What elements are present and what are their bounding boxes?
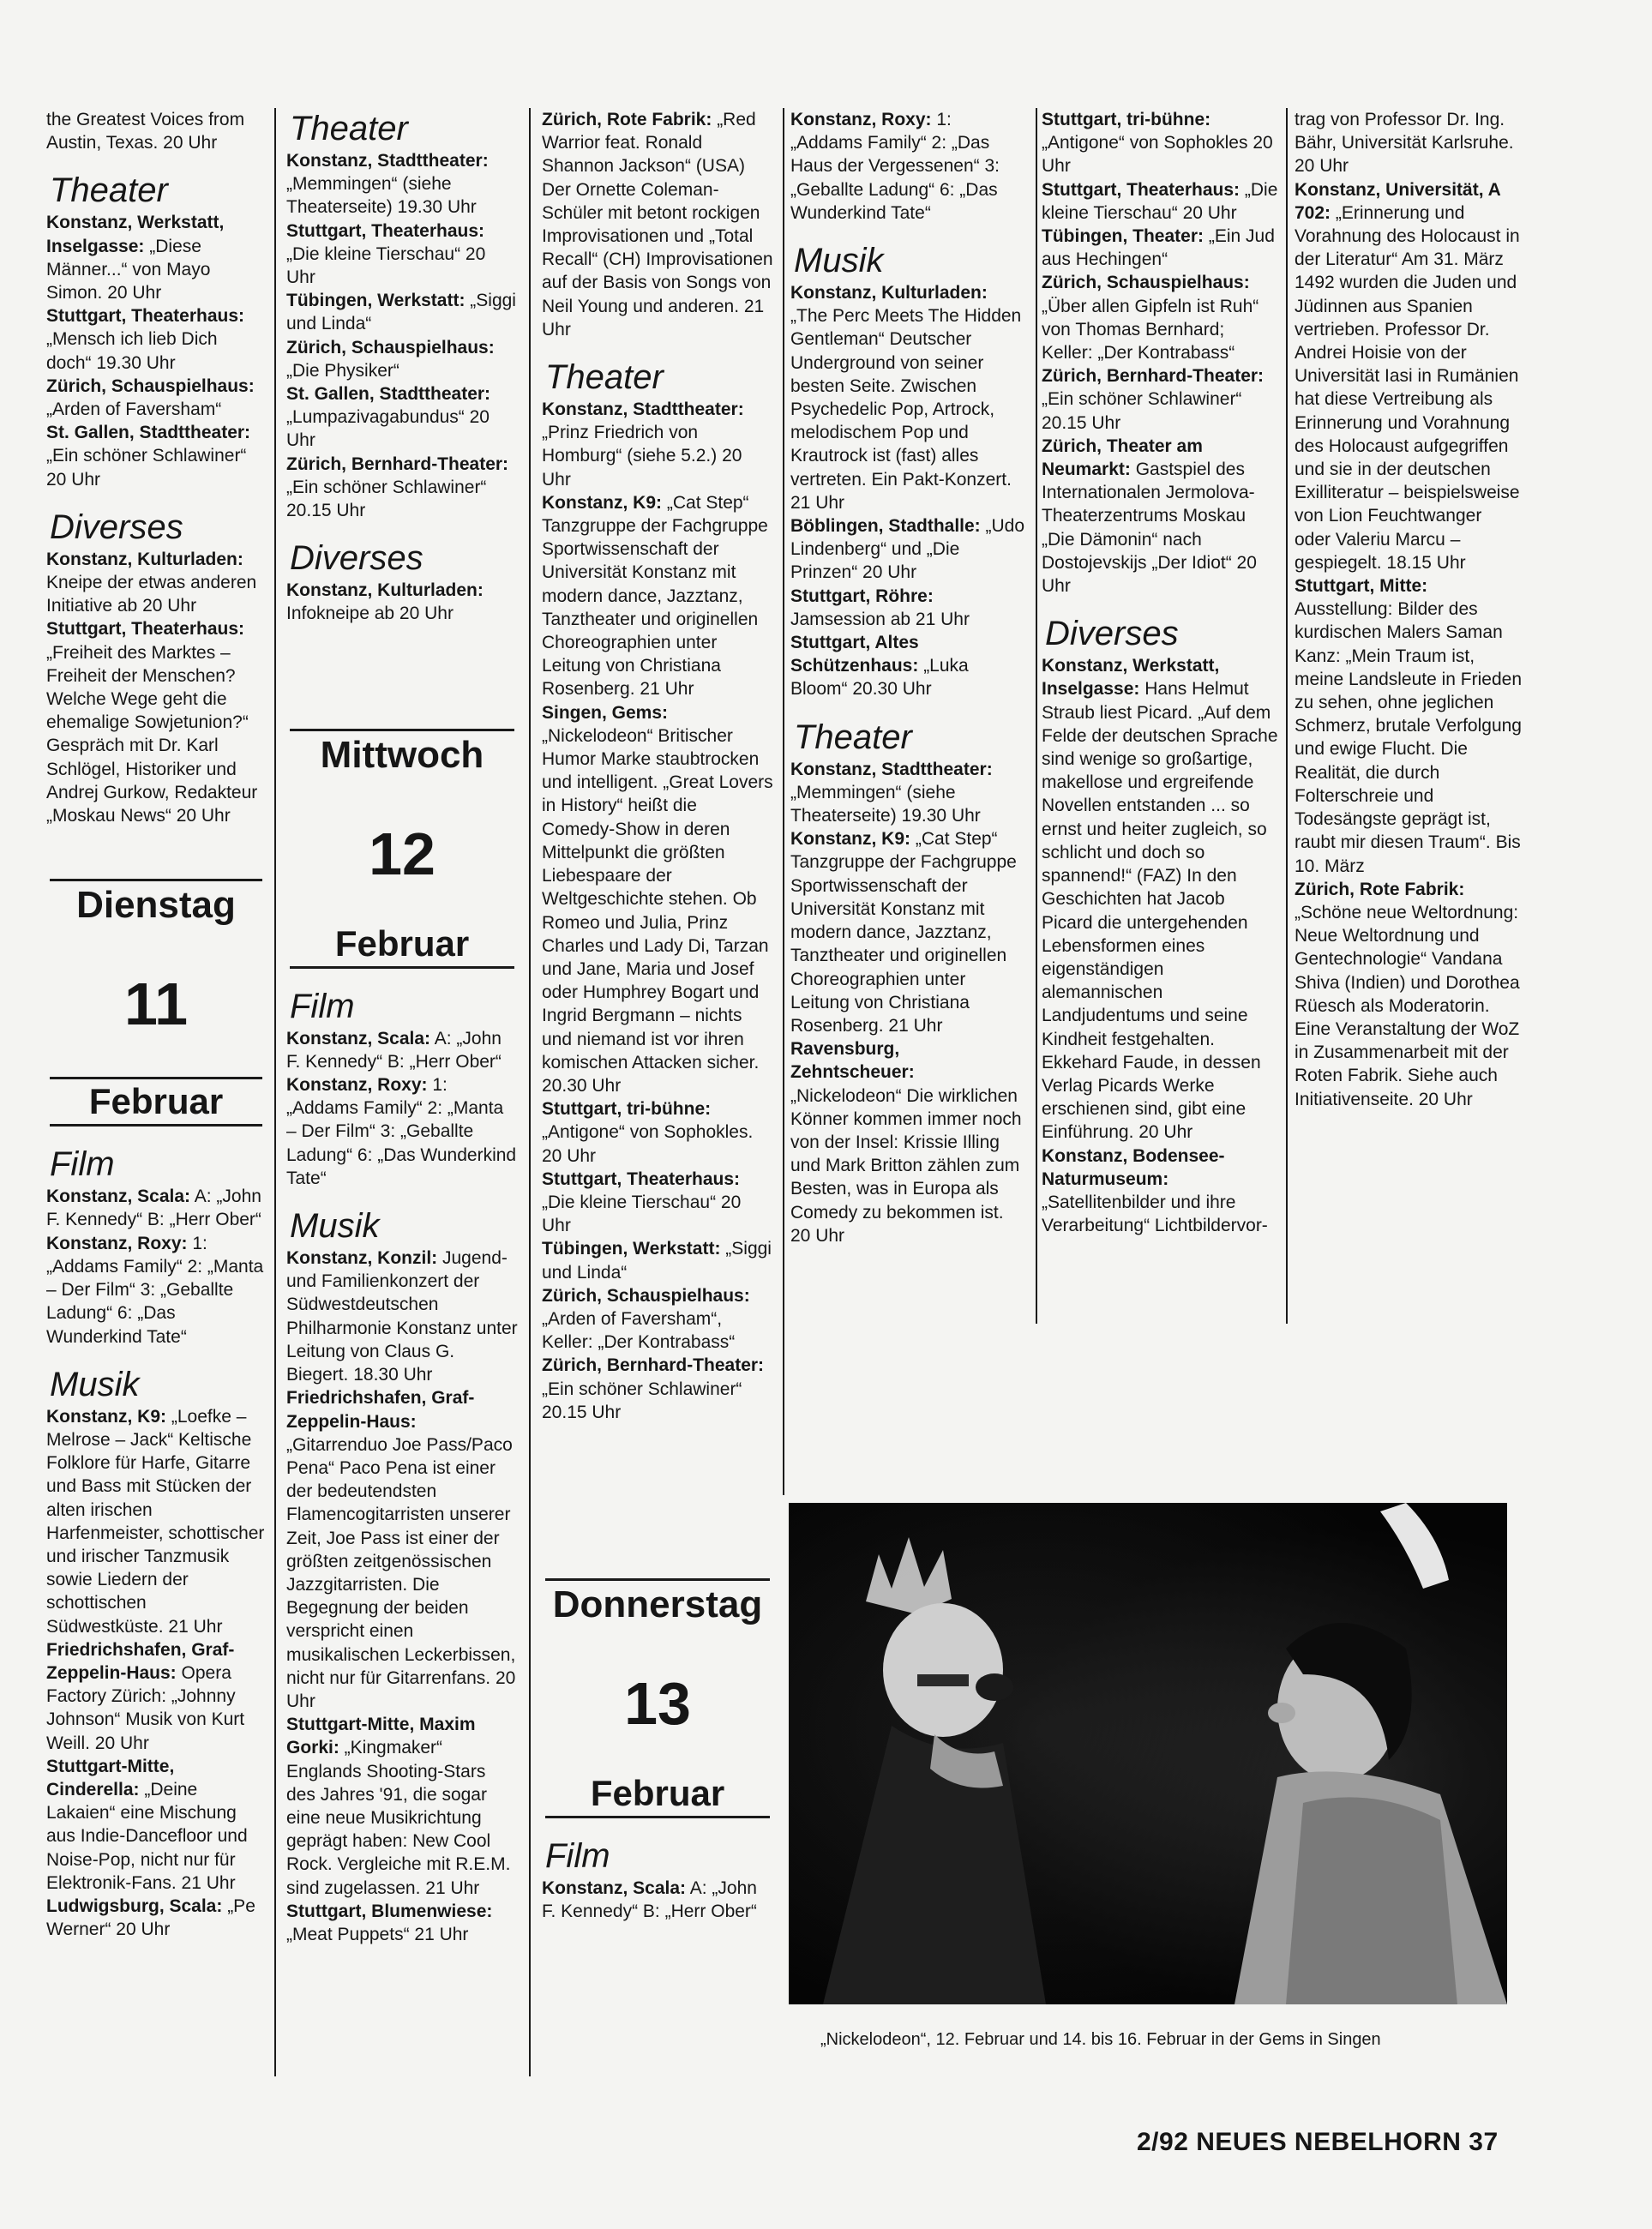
listing-entry: Böblingen, Stadthalle: „Udo Lindenberg“ und „Die Prinzen“ 20 Uhr (790, 516, 1025, 583)
day-number: 12 (369, 820, 436, 887)
listing-entry: Zürich, Bernhard-Theater: „Ein schöner Schlawiner“ 20.15 Uhr (1042, 366, 1265, 433)
listing-entry: Konstanz, Kulturladen: Kneipe der etwas anderen Initiative ab 20 Uhr (46, 549, 257, 616)
day-header-donnerstag (542, 1578, 773, 1818)
listing-entry: Stuttgart, Theaterhaus: „Die kleine Tierschau“ 20 Uhr (1042, 179, 1278, 223)
listing-entry: Stuttgart-Mitte, Cinderella: „Deine Lakaien“ eine Mischung aus Indie-Dancefloor und Noise-Pop, nicht nur für Elektronik-Fans. 21 Uhr (46, 1756, 248, 1893)
column-1 (46, 108, 266, 1941)
photo-illustration (789, 1503, 1507, 2004)
listing-entry: Ludwigsburg, Scala: „Pe Werner“ 20 Uhr (46, 1896, 255, 1940)
day-name: Dienstag (76, 884, 236, 927)
section-heading-musik: Musik (290, 1207, 380, 1246)
section-heading-diverses: Diverses (50, 508, 183, 546)
listing-entry: Konstanz, Kulturladen: „The Perc Meets The Hidden Gentleman“ Deutscher Underground von seiner besten Seite. Zwischen Psychedelic Pop, Artrock, melodischem Pop und Krautrock ist (fast) alles vertreten. Ein Pakt-Konzert. 21 Uhr (790, 283, 1022, 513)
listing-entry: Konstanz, Kulturladen: Infokneipe ab 20 Uhr (286, 580, 484, 624)
day-rule (50, 1124, 262, 1127)
photo-caption: „Nickelodeon“, 12. Februar und 14. bis 16. Februar in der Gems in Singen (820, 2030, 1381, 2049)
column-5 (1042, 108, 1278, 1237)
column-6 (1295, 108, 1523, 1111)
section-heading-diverses: Diverses (1045, 615, 1179, 653)
day-month: Februar (88, 1081, 224, 1122)
day-month: Februar (590, 1772, 725, 1813)
listing-entry: Stuttgart, Theaterhaus: „Die kleine Tierschau“ 20 Uhr (542, 1169, 742, 1236)
column-4 (790, 108, 1027, 1247)
listing-entry: Konstanz, Scala: A: „John F. Kennedy“ B: „Herr Ober“ (286, 1028, 502, 1072)
column-rule (1036, 108, 1037, 1324)
day-rule (545, 1816, 770, 1818)
day-name: Mittwoch (320, 733, 484, 776)
listing-entry: Konstanz, Scala: A: „John F. Kennedy“ B: „Herr Ober“ (46, 1187, 261, 1230)
listing-entry: Zürich, Schauspielhaus: „Arden of Faversham“, Keller: „Der Kontrabass“ (542, 1285, 750, 1353)
listing-entry: Tübingen, Theater: „Ein Jud aus Hechingen“ (1042, 226, 1275, 270)
listing-entry: Stuttgart, Theaterhaus: „Die kleine Tierschau“ 20 Uhr (286, 220, 486, 288)
listing-entry: Konstanz, Werkstatt, Inselgasse: „Diese Männer...“ von Mayo Simon. 20 Uhr (46, 213, 225, 303)
listing-entry: Konstanz, Stadttheater: „Prinz Friedrich von Homburg“ (siehe 5.2.) 20 Uhr (542, 400, 744, 490)
day-header-mittwoch (286, 729, 518, 969)
continued-text: trag von Professor Dr. Ing. Bähr, Universität Karlsruhe. 20 Uhr (1295, 110, 1514, 177)
listing-entry: Stuttgart, tri-bühne: „Antigone“ von Sophokles. 20 Uhr (542, 1099, 754, 1166)
listing-entry: Zürich, Schauspielhaus: „Arden of Faversham“ (46, 376, 255, 420)
listing-entry: Singen, Gems: „Nickelodeon“ Britischer Humor Marke staubtrocken und intelligent. „Great Lovers in History“ heißt die Comedy-Show in deren Mittelpunkt die größten Liebespaare der Weltgeschichte stehen. Ob Romeo und Julia, Prinz Charles und Lady Di, Tarzan und Jane, Maria und Josef oder Humphrey Bogart und Ingrid Bergmann – nichts und niemand ist vor ihren komischen Attacken sicher. 20.30 Uhr (542, 702, 773, 1096)
column-rule (1286, 108, 1288, 1324)
listing-entry: Friedrichshafen, Graf-Zeppelin-Haus: Opera Factory Zürich: „Johnny Johnson“ Musik von Kurt Weill. 20 Uhr (46, 1639, 245, 1753)
listing-entry: Konstanz, Universität, A 702: „Erinnerung und Vorahnung des Holocaust in der Literatur“ Am 31. März 1492 wurden die Juden und Jüdinnen aus Spanien vertrieben. Professor Dr. Andrei Hoisie von der Universität Iasi in Rumänien hat diese Vertreibung als Erinnerung und Vorahnung des Holocaust aufgegriffen und sie in der deutschen Exilliteratur – beispielsweise von Lion Feuchtwanger oder Valeriu Marcu – gespiegelt. 18.15 Uhr (1295, 179, 1520, 573)
listing-entry: Stuttgart, tri-bühne: „Antigone“ von Sophokles 20 Uhr (1042, 110, 1273, 177)
listing-entry: Zürich, Schauspielhaus: „Die Physiker“ (286, 337, 495, 381)
listing-entry: Konstanz, Roxy: 1: „Addams Family“ 2: „Manta – Der Film“ 3: „Geballte Ladung“ 6: „Das Wunderkind Tate“ (46, 1233, 264, 1347)
listing-entry: Stuttgart, Theaterhaus: „Freiheit des Marktes – Freiheit der Menschen? Welche Wege geht die ehemalige Sowjetunion?“ Gespräch mit Dr. Karl Schlögel, Historiker und Andrej Gurkow, Redakteur „Moskau News“ 20 Uhr (46, 619, 258, 826)
listing-entry: Konstanz, Roxy: 1: „Addams Family“ 2: „Das Haus der Vergessenen“ 3: „Geballte Ladung“ 6: „Das Wunderkind Tate“ (790, 110, 1000, 223)
page-footer: 2/92 NEUES NEBELHORN 37 (1137, 2128, 1499, 2156)
section-heading-theater: Theater (545, 358, 664, 397)
day-number: 11 (124, 970, 188, 1038)
listing-entry: Konstanz, Bodensee-Naturmuseum: „Satellitenbilder und ihre Verarbeitung“ Lichtbildervor- (1042, 1145, 1268, 1236)
listing-entry: Zürich, Theater am Neumarkt: Gastspiel des Internationalen Jermolova-Theaterzentrums Moskau „Die Dämonin“ nach Dostojevskijs „Der Idiot“ 20 Uhr (1042, 436, 1257, 597)
section-heading-film: Film (50, 1145, 115, 1184)
section-heading-theater: Theater (50, 171, 168, 210)
column-2 (286, 108, 518, 1946)
day-rule (290, 966, 514, 969)
column-rule (529, 108, 531, 2076)
column-3 (542, 108, 773, 1923)
listing-entry: Zürich, Rote Fabrik: „Schöne neue Weltordnung: Neue Weltordnung und Gentechnologie“ Vandana Shiva (Indien) und Dorothea Rüesch als Moderatorin. Eine Veranstaltung der WoZ in Zusammenarbeit mit der Roten Fabrik. Siehe auch Initiativenseite. 20 Uhr (1295, 879, 1520, 1109)
listing-entry: Konstanz, Scala: A: „John F. Kennedy“ B: „Herr Ober“ (542, 1878, 757, 1922)
listing-entry: Konstanz, Stadttheater: „Memmingen“ (siehe Theaterseite) 19.30 Uhr (286, 151, 489, 218)
listing-entry: Stuttgart, Theaterhaus: „Mensch ich lieb Dich doch“ 19.30 Uhr (46, 306, 245, 373)
listing-entry: Stuttgart, Mitte: Ausstellung: Bilder des kurdischen Malers Saman Kanz: „Mein Traum ist, meine Landsleute in Frieden zu sehen, ohne jeglichen Schmerz, brutale Verfolgung und ewige Flucht. Die Realität, die durch Folterschreie und Todesängste geprägt ist, raubt mir diesen Traum“. Bis 10. März (1295, 576, 1523, 876)
listing-entry: Zürich, Bernhard-Theater: „Ein schöner Schlawiner“ 20.15 Uhr (542, 1355, 765, 1422)
day-name: Donnerstag (552, 1583, 763, 1625)
listing-entry: Konstanz, Konzil: Jugend- und Familienkonzert der Südwestdeutschen Philharmonie Konstanz unter Leitung von Claus G. Biegert. 18.30 Uhr (286, 1248, 518, 1385)
listing-entry: Tübingen, Werkstatt: „Siggi und Linda“ (286, 291, 516, 334)
listing-entry: Friedrichshafen, Graf-Zeppelin-Haus: „Gitarrenduo Joe Pass/Paco Pena“ Paco Pena ist einer der bedeutendsten Flamencogitarristen unserer Zeit, Joe Pass ist einer der größten zeitgenössischen Jazzgitarristen. Die Begegnung der beiden verspricht einen musikalischen Leckerbissen, nicht nur für Gitarrenfans. 20 Uhr (286, 1388, 516, 1711)
listing-entry: St. Gallen, Stadttheater: „Lumpazivagabundus“ 20 Uhr (286, 384, 491, 451)
listing-entry: Konstanz, Werkstatt, Inselgasse: Hans Helmut Straub liest Picard. „Auf dem Felde der deutschen Sprache sind wenige so großartige, makellose und ergreifende Novellen entstanden ... so ernst und heiter zugleich, so schlicht und doch so spannend!“ (FAZ) In den Geschichten hat Jacob Picard die untergehenden Lebensformen eines eigenständigen alemannischen Landjudentums und seine Kindheit festgehalten. Ekkehard Faude, in dessen Verlag Picards Werke erschienen sind, gibt eine Einführung. 20 Uhr (1042, 656, 1278, 1143)
column-rule (783, 108, 784, 1495)
day-number: 13 (624, 1669, 691, 1737)
listing-entry: Stuttgart-Mitte, Maxim Gorki: „Kingmaker“ Englands Shooting-Stars des Jahres '91, die sogar eine neue Musikrichtung geprägt haben: New Cool Rock. Vergleiche mit R.E.M. sind zugelassen. 21 Uhr (286, 1715, 511, 1898)
listing-entry: Tübingen, Werkstatt: „Siggi und Linda“ (542, 1239, 772, 1283)
section-heading-theater: Theater (290, 110, 408, 147)
listing-entry: Zürich, Schauspielhaus: „Über allen Gipfeln ist Ruh“ von Thomas Bernhard; Keller: „Der Kontrabass“ (1042, 273, 1259, 363)
section-heading-film: Film (290, 987, 355, 1025)
section-heading-musik: Musik (50, 1365, 140, 1403)
listing-entry: Stuttgart, Altes Schützenhaus: „Luka Bloom“ 20.30 Uhr (790, 633, 969, 700)
day-month: Februar (334, 922, 470, 964)
section-heading-diverses: Diverses (290, 539, 424, 578)
day-header-dienstag (46, 879, 266, 1127)
listing-entry: Konstanz, Roxy: 1: „Addams Family“ 2: „Manta – Der Film“ 3: „Geballte Ladung“ 6: „Das Wunderkind Tate“ (286, 1075, 517, 1188)
listing-entry: Stuttgart, Blumenwiese: „Meat Puppets“ 21 Uhr (286, 1901, 493, 1944)
section-heading-theater: Theater (794, 718, 912, 756)
section-heading-film: Film (545, 1836, 610, 1875)
listing-entry: Zürich, Rote Fabrik: „Red Warrior feat. Ronald Shannon Jackson“ (USA) Der Ornette Coleman-Schüler mit betont rockigen Improvisationen und „Total Recall“ (CH) Improvisationen auf der Basis von Songs von Neil Young und anderen. 21 Uhr (542, 110, 773, 339)
listing-entry: Konstanz, K9: „Loefke – Melrose – Jack“ Keltische Folklore für Harfe, Gitarre und Bass mit Stücken der alten irischen Harfenmeister, schottischer und irischer Tanzmusik sowie Liedern der schottischen Südwestküste. 21 Uhr (46, 1406, 265, 1637)
listing-entry: St. Gallen, Stadttheater: „Ein schöner Schlawiner“ 20 Uhr (46, 423, 251, 490)
listing-entry: Konstanz, K9: „Cat Step“ Tanzgruppe der Fachgruppe Sportwissenschaft der Universität Konstanz mit modern dance, Jazztanz, Tanztheater und originellen Choreographien unter Leitung von Christiana Rosenberg. 21 Uhr (790, 829, 1017, 1036)
listing-entry: Konstanz, K9: „Cat Step“ Tanzgruppe der Fachgruppe Sportwissenschaft der Universität Konstanz mit modern dance, Jazztanz, Tanztheater und originellen Choreographien unter Leitung von Christiana Rosenberg. 21 Uhr (542, 492, 768, 700)
column-rule (274, 108, 276, 2076)
continued-text: the Greatest Voices from Austin, Texas. 20 Uhr (46, 110, 245, 153)
listing-entry: Konstanz, Stadttheater: „Memmingen“ (siehe Theaterseite) 19.30 Uhr (790, 759, 993, 826)
listing-entry: Stuttgart, Röhre: Jamsession ab 21 Uhr (790, 586, 970, 629)
listing-entry: Zürich, Bernhard-Theater: „Ein schöner Schlawiner“ 20.15 Uhr (286, 454, 509, 521)
event-photo (789, 1503, 1507, 2004)
section-heading-musik: Musik (794, 242, 884, 280)
listing-entry: Ravensburg, Zehntscheuer: „Nickelodeon“ Die wirklichen Könner kommen immer noch von der Insel: Krissie Illing und Mark Britton zählen zum Besten, was in Europa als Comedy zu bekommen ist. 20 Uhr (790, 1039, 1022, 1246)
